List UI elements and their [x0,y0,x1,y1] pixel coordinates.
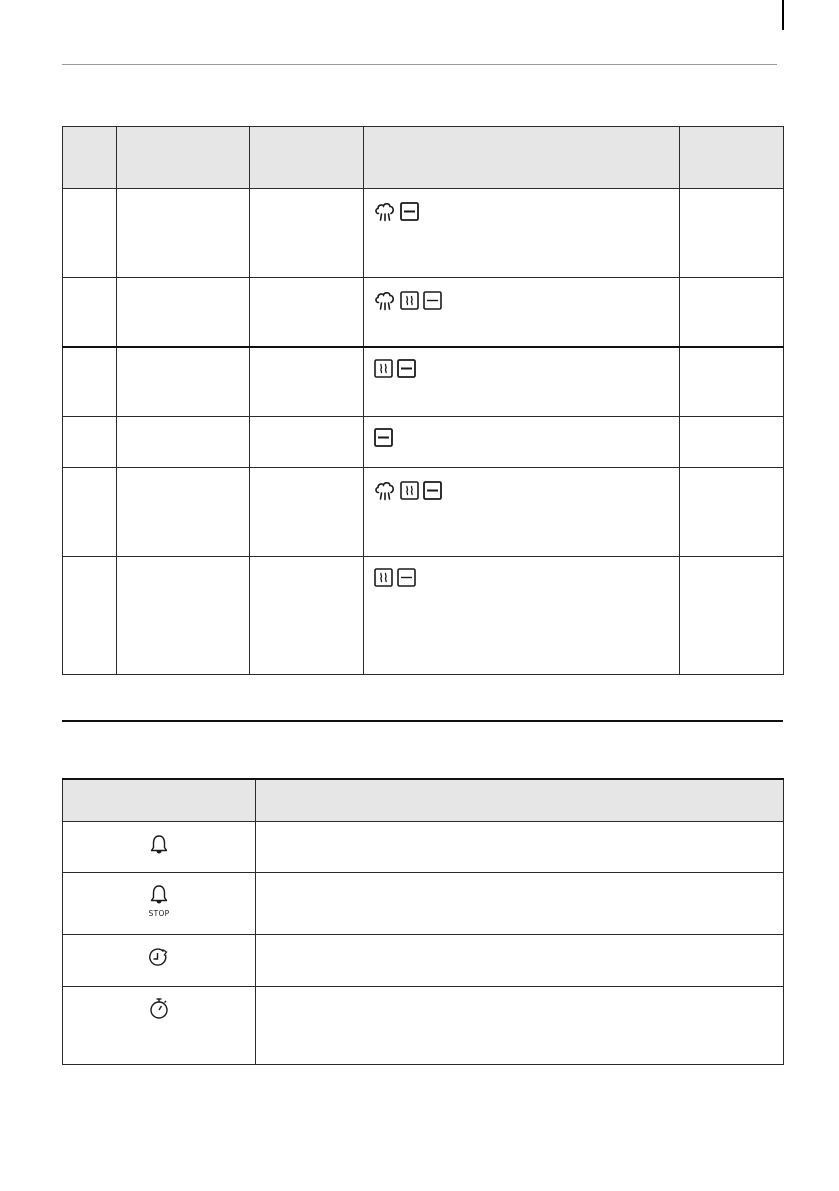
header-cell [63,779,256,821]
table-header-row [63,127,784,189]
symbol-cell [63,934,256,986]
table-row [63,986,784,1064]
bell-stop-icon [149,884,169,906]
table-header-row [63,779,784,821]
heating-function-icons [364,278,680,347]
table-cell [250,417,364,468]
table-cell [117,417,250,468]
table-cell [117,557,250,675]
header-cell [364,127,680,189]
heating-function-icons [364,468,680,557]
symbol-description [256,821,784,872]
table-row [63,417,784,468]
table-cell [680,468,784,557]
steam-icon [374,289,396,311]
table-cell [117,347,250,417]
table-cell [117,189,250,278]
header-cell [250,127,364,189]
table-row [63,557,784,675]
table-cell [680,278,784,347]
table-cell [250,468,364,557]
table-cell [63,417,117,468]
table-row [63,278,784,347]
programmes-table [62,126,784,675]
symbol-description [256,986,784,1064]
table-cell [250,557,364,675]
table-row [63,189,784,278]
bottom-heat-icon [400,202,419,221]
convection-icon [374,568,393,587]
bottom-heat-icon [423,481,442,500]
symbol-cell [63,821,256,872]
steam-icon [374,479,396,501]
header-cell [256,779,784,821]
symbol-description [256,934,784,986]
convection-icon [374,359,393,378]
table-cell [63,278,117,347]
bottom-heat-icon [374,428,393,447]
symbol-cell [63,872,256,934]
table-cell [680,557,784,675]
header-rule [62,64,777,65]
table-cell [63,557,117,675]
page-corner-mark [782,0,784,30]
table-cell [680,347,784,417]
convection-icon [400,291,419,310]
table-cell [680,417,784,468]
table-cell [250,278,364,347]
table-cell [250,347,364,417]
heating-function-icons [364,557,680,675]
symbol-description [256,872,784,934]
table-row [63,934,784,986]
bell-icon [149,834,169,856]
heating-function-icons [364,347,680,417]
table-row [63,821,784,872]
header-cell [680,127,784,189]
clock-timer-icon [147,947,171,969]
table-cell [63,468,117,557]
symbols-table [62,778,784,1065]
stopwatch-icon [148,996,170,1020]
bottom-heat-icon [423,291,442,310]
table-row [63,468,784,557]
table-cell [680,189,784,278]
section-rule [62,720,783,722]
table-cell [63,347,117,417]
heating-function-icons [364,417,680,468]
convection-icon [400,481,419,500]
symbol-cell [63,986,256,1064]
table-cell [250,189,364,278]
header-cell [117,127,250,189]
table-cell [63,189,117,278]
stop-label: STOP [148,908,170,918]
table-row [63,347,784,417]
table-row [63,872,784,934]
bottom-heat-icon [397,568,416,587]
table-cell [117,468,250,557]
bottom-heat-icon [397,359,416,378]
table-cell [117,278,250,347]
steam-icon [374,200,396,222]
heating-function-icons [364,189,680,278]
header-cell [63,127,117,189]
